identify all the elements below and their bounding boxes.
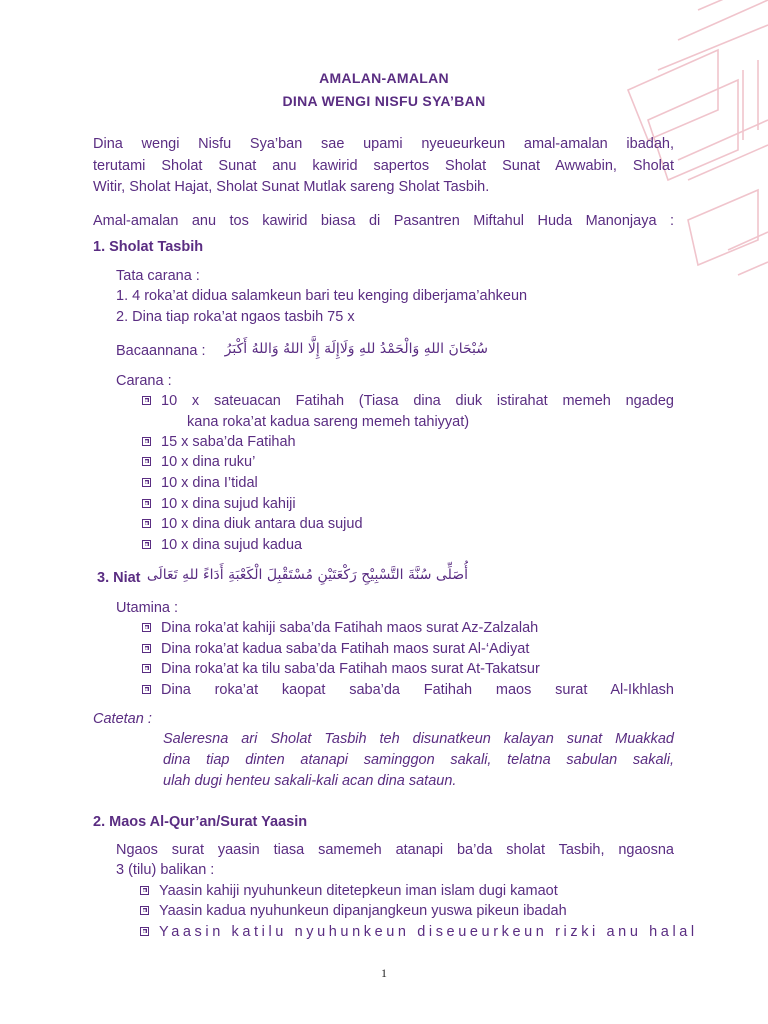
checkbox-icon bbox=[142, 519, 151, 528]
yaasin-item: Yaasin kahiji nyuhunkeun ditetepkeun iman islam dugi kamaot bbox=[140, 881, 768, 901]
section2-heading: 2. Maos Al-Qur’an/Surat Yaasin bbox=[93, 814, 308, 830]
checkbox-icon bbox=[142, 540, 151, 549]
section1-heading: 1. Sholat Tasbih bbox=[93, 239, 204, 255]
utamina-item: Dina roka’at kadua saba’da Fatihah maos surat Al-‘Adiyat bbox=[142, 639, 768, 659]
utamina-item: Dina roka’at kahiji saba’da Fatihah maos surat Az-Zalzalah bbox=[142, 618, 768, 638]
carana-item: 15 x saba’da Fatihah bbox=[142, 432, 768, 452]
title-line-1: AMALAN-AMALAN bbox=[319, 70, 449, 86]
title-line-2: DINA WENGI NISFU SYA’BAN bbox=[282, 93, 486, 109]
intro-line-2: terutami Sholat Sunat anu kawirid sapertos Sholat Sunat Awwabin, Sholat bbox=[93, 158, 674, 174]
niat-arabic: أُصَلِّى سُنَّةَ التَّسْبِيْحِ رَكْعَتَيْنِ مُسْتَقْبِلَ الْكَعْبَةِ أَدَاءً للهِ تَعَالَى bbox=[146, 567, 468, 583]
carana-item: 10 x dina I’tidal bbox=[142, 473, 768, 493]
bacaan-label: Bacaannana : bbox=[116, 343, 206, 359]
utamina-label: Utamina : bbox=[116, 600, 179, 616]
intro-line-1: Dina wengi Nisfu Sya’ban sae upami nyeueurkeun amal-amalan ibadah, bbox=[93, 136, 674, 152]
carana-label: Carana : bbox=[116, 373, 172, 389]
carana-item: 10 x dina sujud kadua bbox=[142, 535, 768, 555]
intro-line-3: Witir, Sholat Hajat, Sholat Sunat Mutlak sareng Sholat Tasbih. bbox=[93, 179, 490, 195]
step-2: 2. Dina tiap roka’at ngaos tasbih 75 x bbox=[116, 309, 355, 325]
checkbox-icon bbox=[142, 478, 151, 487]
utamina-item: Dina roka’at ka tilu saba’da Fatihah maos surat At-Takatsur bbox=[142, 659, 768, 679]
catetan-line-2: dina tiap dinten atanapi saminggon sakali, telatna sabulan sakali, bbox=[163, 752, 674, 768]
section3-heading: 3. Niat bbox=[97, 570, 141, 586]
yaasin-item: Yaasin kadua nyuhunkeun dipanjangkeun yuswa pikeun ibadah bbox=[140, 901, 768, 921]
carana-item: 10 x dina sujud kahiji bbox=[142, 494, 768, 514]
checkbox-icon bbox=[140, 927, 149, 936]
checkbox-icon bbox=[142, 644, 151, 653]
checkbox-icon bbox=[140, 886, 149, 895]
checkbox-icon bbox=[142, 457, 151, 466]
checkbox-icon bbox=[142, 623, 151, 632]
step-1: 1. 4 roka’at didua salamkeun bari teu kenging diberjama’ahkeun bbox=[116, 288, 528, 304]
catetan-line-3: ulah dugi henteu sakali-kali acan dina sataun. bbox=[163, 773, 457, 789]
carana-item: 10 x sateuacan Fatihah (Tiasa dina diuk istirahat memeh ngadeg bbox=[142, 391, 674, 411]
checkbox-icon bbox=[142, 499, 151, 508]
catetan-line-1: Saleresna ari Sholat Tasbih teh disunatkeun kalayan sunat Muakkad bbox=[163, 731, 674, 747]
yaasin-item: Yaasin katilu nyuhunkeun diseueurkeun rizki anu halal bbox=[140, 922, 674, 942]
carana-item-cont: kana roka’at kadua sareng memeh tahiyyat) bbox=[187, 414, 470, 430]
checkbox-icon bbox=[142, 437, 151, 446]
checkbox-icon bbox=[142, 396, 151, 405]
page-number: 1 bbox=[381, 966, 387, 980]
section2-para-2: 3 (tilu) balikan : bbox=[116, 862, 215, 878]
catetan-label: Catetan : bbox=[93, 711, 152, 727]
carana-item: 10 x dina ruku’ bbox=[142, 452, 768, 472]
bacaan-arabic: سُبْحَانَ اللهِ وَالْحَمْدُ للهِ وَلَاإِلَهَ إِلَّا اللهُ وَاللهُ أَكْبَرُ bbox=[224, 341, 488, 357]
checkbox-icon bbox=[142, 685, 151, 694]
checkbox-icon bbox=[140, 906, 149, 915]
section2-para-1: Ngaos surat yaasin tiasa samemeh atanapi ba’da sholat Tasbih, ngaosna bbox=[116, 842, 674, 858]
tata-carana-label: Tata carana : bbox=[116, 268, 200, 284]
checkbox-icon bbox=[142, 664, 151, 673]
carana-item: 10 x dina diuk antara dua sujud bbox=[142, 514, 768, 534]
utamina-item: Dina roka’at kaopat saba’da Fatihah maos surat Al-Ikhlash bbox=[142, 680, 674, 700]
amal-intro: Amal-amalan anu tos kawirid biasa di Pasantren Miftahul Huda Manonjaya : bbox=[93, 213, 674, 229]
